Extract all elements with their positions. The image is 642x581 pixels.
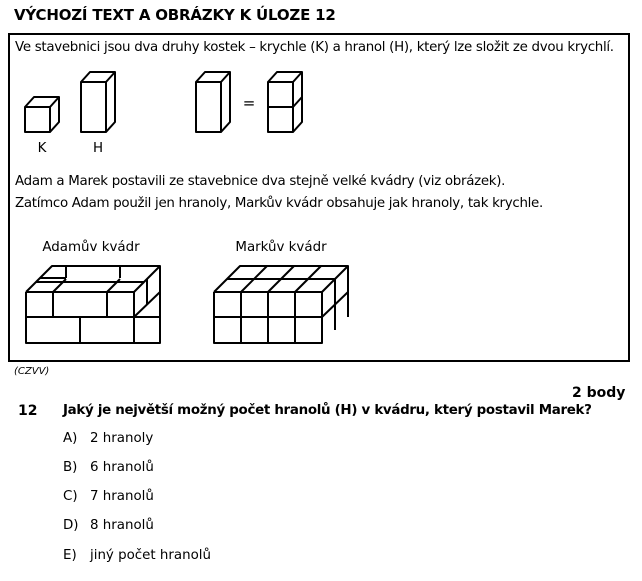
option-key: D) — [63, 518, 79, 533]
option-key: E) — [63, 548, 77, 563]
two-cubes-figure — [268, 72, 302, 132]
answer-option-d[interactable] — [63, 518, 154, 533]
equals-sign: = — [242, 94, 256, 112]
cube-figure — [25, 97, 59, 132]
option-key: B) — [63, 460, 78, 475]
prism-label: H — [92, 141, 104, 156]
question-number: 12 — [18, 403, 38, 419]
question-text: Jaký je největší možný počet hranolů (H) v kvádru, který postavil Marek? — [63, 403, 592, 418]
answer-option-c[interactable] — [63, 489, 154, 504]
option-key: C) — [63, 489, 78, 504]
answer-option-b[interactable] — [63, 460, 154, 475]
adam-cuboid — [26, 266, 160, 343]
option-text: jiný počet hranolů — [90, 548, 211, 563]
option-key: A) — [63, 431, 78, 446]
marek-cuboid-label: Markův kvádr — [235, 240, 327, 255]
option-text: 6 hranolů — [90, 460, 154, 475]
option-text: 7 hranolů — [90, 489, 154, 504]
points-label: 2 body — [572, 385, 626, 401]
option-text: 2 hranoly — [90, 431, 154, 446]
adam-cuboid-label: Adamův kvádr — [42, 240, 140, 255]
option-text: 8 hranolů — [90, 518, 154, 533]
prism-figure — [81, 72, 115, 132]
paragraph-line-1: Adam a Marek postavili ze stavebnice dva stejně velké kvádry (viz obrázek). — [15, 174, 506, 189]
source-note: (CZVV) — [14, 366, 50, 377]
paragraph-line-2: Zatímco Adam použil jen hranoly, Markův kvádr obsahuje jak hranoly, tak krychle. — [15, 196, 543, 211]
marek-cuboid — [214, 266, 348, 343]
cube-label: K — [37, 141, 47, 156]
prism-equation-left — [196, 72, 230, 132]
answer-option-a[interactable] — [63, 431, 153, 446]
section-heading: VÝCHOZÍ TEXT A OBRÁZKY K ÚLOZE 12 — [14, 6, 336, 24]
intro-text: Ve stavebnici jsou dva druhy kostek – krychle (K) a hranol (H), který lze složit ze dvou krychlí. — [15, 40, 614, 55]
answer-option-e[interactable] — [63, 548, 211, 563]
